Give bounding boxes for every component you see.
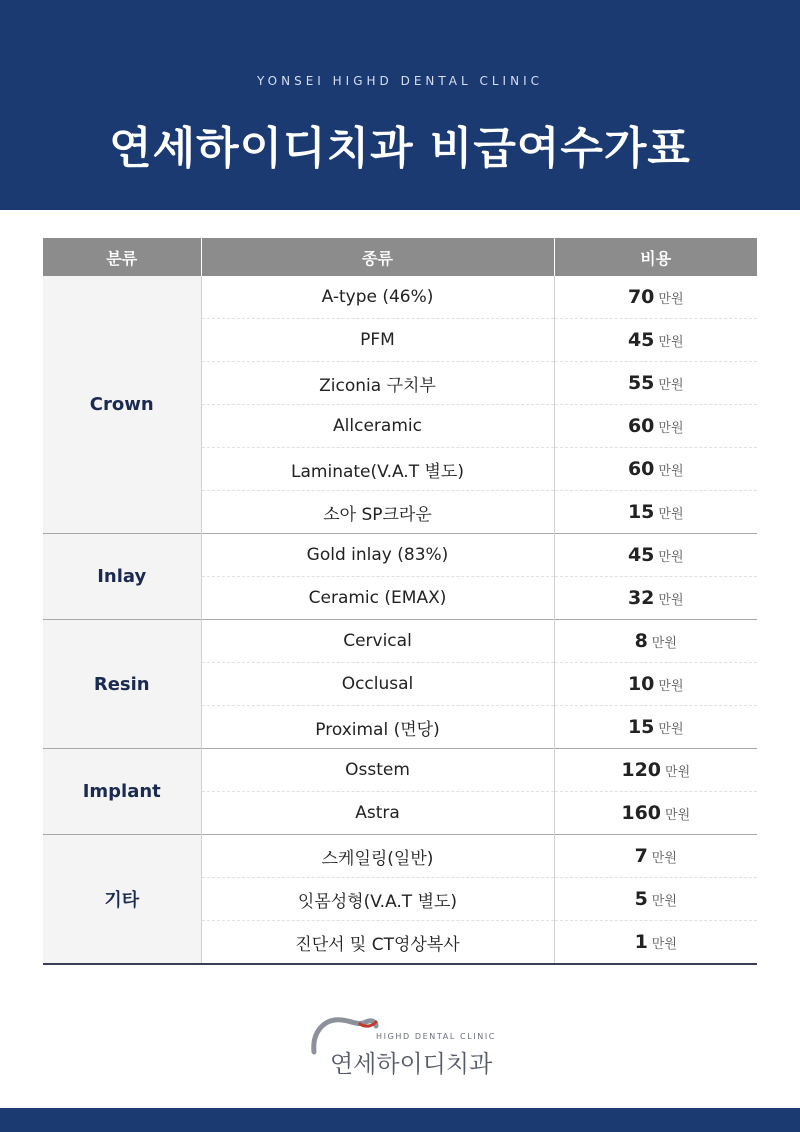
page-title: 연세하이디치과 비급여수가표 [109,123,691,174]
category-cell: Inlay [43,534,201,620]
price-value: 1 [634,931,648,953]
price-unit: 만원 [651,937,677,952]
treatment-name-cell: Gold inlay (83%) [201,534,554,577]
price-cell [554,491,757,534]
price-value: 160 [621,802,662,824]
logo-english-text: HIGHD DENTAL CLINIC [376,1032,496,1041]
category-cell: Resin [43,620,201,749]
footer-bar [0,1108,800,1132]
price-cell [554,577,757,620]
price-value: 70 [627,286,655,308]
price-cell [554,835,757,878]
category-cell: Implant [43,749,201,835]
treatment-name-cell: Proximal (면당) [201,706,554,749]
table-row [43,749,757,792]
price-value: 8 [634,630,648,652]
price-unit: 만원 [658,593,684,608]
price-cell [554,749,757,792]
price-unit: 만원 [658,722,684,737]
price-unit: 만원 [651,851,677,866]
price-value: 15 [627,501,655,523]
table-row [43,534,757,577]
category-cell: 기타 [43,835,201,965]
treatment-name-cell: Osstem [201,749,554,792]
table-header-row [43,238,757,276]
price-unit: 만원 [658,335,684,350]
price-unit: 만원 [658,464,684,479]
header-type: 종류 [201,238,554,276]
treatment-name-cell: 소아 SP크라운 [201,491,554,534]
treatment-name-cell: Allceramic [201,405,554,448]
price-cell [554,534,757,577]
price-value: 7 [634,845,648,867]
price-cell [554,319,757,362]
price-cell [554,276,757,319]
treatment-name-cell: PFM [201,319,554,362]
price-unit: 만원 [658,378,684,393]
treatment-name-cell: Laminate(V.A.T 별도) [201,448,554,491]
price-value: 5 [634,888,648,910]
header-cost: 비용 [554,238,757,276]
logo-korean-text: 연세하이디치과 [330,1050,493,1078]
price-cell [554,620,757,663]
price-value: 15 [627,716,655,738]
price-table [43,238,757,965]
price-unit: 만원 [658,507,684,522]
price-cell [554,878,757,921]
price-unit: 만원 [651,894,677,909]
price-value: 45 [627,544,655,566]
treatment-name-cell: Occlusal [201,663,554,706]
price-unit: 만원 [658,550,684,565]
price-value: 60 [627,458,655,480]
price-table-body [43,276,757,964]
treatment-name-cell: 스케일링(일반) [201,835,554,878]
category-cell: Crown [43,276,201,534]
treatment-name-cell: Ceramic (EMAX) [201,577,554,620]
price-value: 120 [621,759,662,781]
price-cell [554,405,757,448]
price-value: 45 [627,329,655,351]
price-value: 32 [627,587,655,609]
price-cell [554,921,757,965]
price-value: 55 [627,372,655,394]
price-unit: 만원 [658,679,684,694]
price-unit: 만원 [665,808,691,823]
price-cell [554,706,757,749]
price-unit: 만원 [665,765,691,780]
treatment-name-cell: A-type (46%) [201,276,554,319]
treatment-name-cell: 진단서 및 CT영상복사 [201,921,554,965]
table-row [43,620,757,663]
price-cell [554,663,757,706]
page-header [0,0,800,210]
table-row [43,276,757,319]
price-cell [554,448,757,491]
price-cell [554,792,757,835]
price-unit: 만원 [658,421,684,436]
table-row [43,835,757,878]
clinic-english-name: YONSEI HIGHD DENTAL CLINIC [257,74,543,88]
price-unit: 만원 [658,292,684,307]
header-category: 분류 [43,238,201,276]
treatment-name-cell: Ziconia 구치부 [201,362,554,405]
price-value: 60 [627,415,655,437]
price-unit: 만원 [651,636,677,651]
price-value: 10 [627,673,655,695]
price-cell [554,362,757,405]
treatment-name-cell: 잇몸성형(V.A.T 별도) [201,878,554,921]
treatment-name-cell: Cervical [201,620,554,663]
treatment-name-cell: Astra [201,792,554,835]
clinic-logo [310,1010,510,1080]
